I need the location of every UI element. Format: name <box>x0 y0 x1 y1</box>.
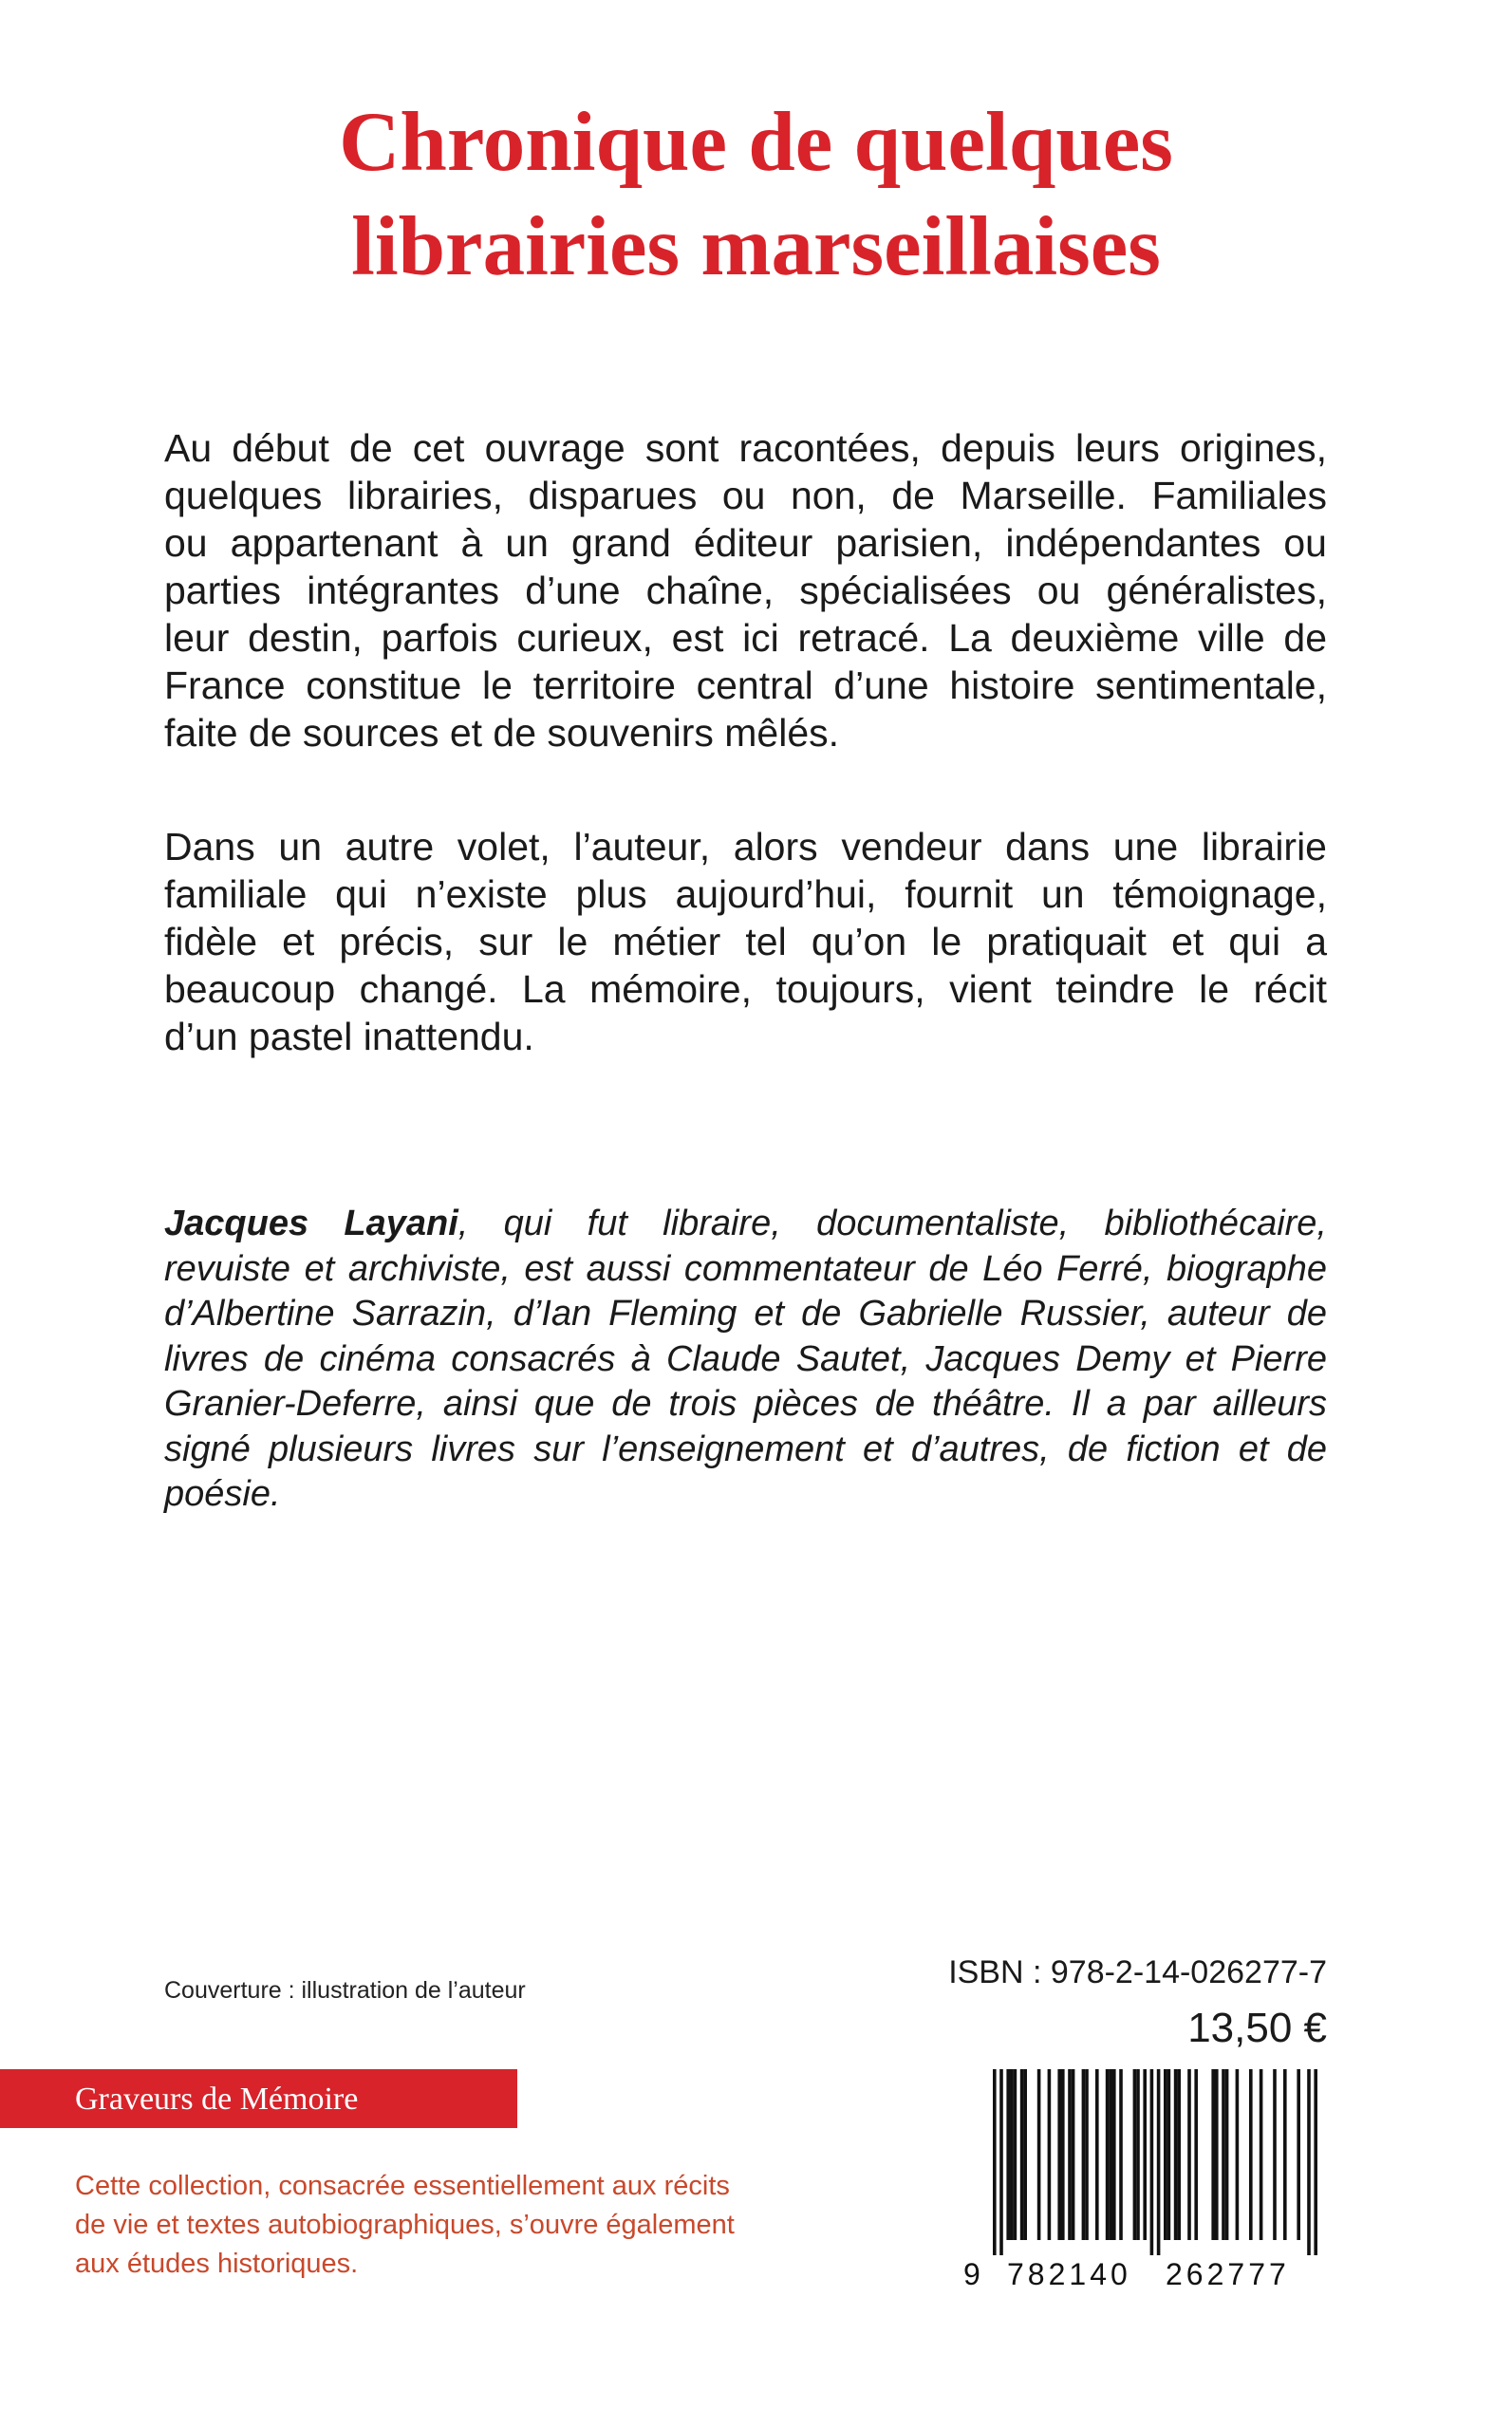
barcode-bar <box>1307 2069 1311 2255</box>
blurb-line: beaucoup changé. La mémoire, toujours, vient teindre le récit <box>164 967 1327 1011</box>
barcode-bar <box>1249 2069 1253 2240</box>
barcode-bar <box>1010 2069 1014 2240</box>
cover-credit: Couverture : illustration de l’auteur <box>164 1977 526 2004</box>
blurb-line: Dans un autre volet, l’auteur, alors vendeur dans une librairie <box>164 825 1327 868</box>
book-title-line-1: Chronique de quelques <box>339 96 1173 189</box>
barcode-bar <box>1085 2069 1089 2240</box>
bio-line: revuiste et archiviste, est aussi commentateur de Léo Ferré, biographe <box>164 1248 1327 1289</box>
barcode-bar <box>1194 2069 1198 2240</box>
barcode-bar <box>1177 2069 1181 2240</box>
barcode-bar <box>1225 2069 1229 2240</box>
barcode-bar <box>1314 2069 1317 2255</box>
barcode-bar <box>1236 2069 1240 2240</box>
barcode-bar <box>1297 2069 1300 2240</box>
barcode-bar <box>1187 2069 1191 2240</box>
barcode-bar <box>1215 2069 1219 2240</box>
barcode-bar <box>1014 2069 1017 2240</box>
blurb-line: fidèle et précis, sur le métier tel qu’on le pratiquait et qui a <box>164 920 1327 963</box>
barcode-bar <box>1167 2069 1171 2240</box>
barcode-bar <box>1095 2069 1099 2240</box>
barcode-right-group: 262777 <box>1166 2257 1290 2291</box>
barcode-bar <box>999 2069 1003 2255</box>
blurb-paragraph-2 <box>164 823 1327 1060</box>
barcode-bar <box>1082 2069 1086 2240</box>
isbn: ISBN : 978-2-14-026277-7 <box>948 1954 1327 1990</box>
barcode-bar <box>1048 2069 1052 2240</box>
barcode-bar <box>1037 2069 1041 2240</box>
collection-description-line: de vie et textes autobiographiques, s’ouvre également <box>75 2210 735 2240</box>
blurb-line: leur destin, parfois curieux, est ici retracé. La deuxième ville de <box>164 616 1327 660</box>
collection-description-line: Cette collection, consacrée essentiellement aux récits <box>75 2171 730 2201</box>
blurb-line: quelques librairies, disparues ou non, de Marseille. Familiales <box>164 474 1327 517</box>
barcode-bar <box>1164 2069 1167 2240</box>
blurb-line: parties intégrantes d’une chaîne, spécialisées ou généralistes, <box>164 569 1327 612</box>
barcode-bar <box>1023 2069 1027 2240</box>
collection-description-line: aux études historiques. <box>75 2249 359 2279</box>
blurb-line: ou appartenant à un grand éditeur parisien, indépendantes ou <box>164 521 1327 565</box>
barcode-bars <box>963 2069 1334 2259</box>
barcode-bar <box>1157 2069 1161 2255</box>
blurb-line: familiale qui n’existe plus aujourd’hui, fournit un témoignage, <box>164 872 1327 916</box>
book-title-line-2: librairies marseillaises <box>351 200 1161 293</box>
author-bio <box>164 1202 1327 1518</box>
barcode-bar <box>1112 2069 1116 2240</box>
barcode-bar <box>1061 2069 1065 2240</box>
bio-line: poésie. <box>164 1474 281 1514</box>
blurb-line: d’un pastel inattendu. <box>164 1015 534 1058</box>
barcode-bar <box>993 2069 997 2255</box>
barcode-bar <box>1006 2069 1010 2240</box>
barcode-first-digit: 9 <box>963 2257 980 2291</box>
barcode-left-group: 782140 <box>1007 2257 1131 2291</box>
barcode-bar <box>1106 2069 1110 2240</box>
barcode-bar <box>1260 2069 1263 2240</box>
bio-line: d’Albertine Sarrazin, d’Ian Fleming et de Gabrielle Russier, auteur de <box>164 1294 1327 1334</box>
book-title <box>0 90 1512 299</box>
barcode <box>963 2069 1334 2291</box>
barcode-bar <box>1283 2069 1287 2240</box>
blurb-line: Au début de cet ouvrage sont racontées, depuis leurs origines, <box>164 426 1327 470</box>
barcode-bar <box>1174 2069 1178 2240</box>
barcode-digits <box>963 2255 1334 2293</box>
collection-banner <box>0 2069 517 2128</box>
bio-line: livres de cinéma consacrés à Claude Sautet, Jacques Demy et Pierre <box>164 1338 1327 1379</box>
barcode-bar <box>1136 2069 1140 2240</box>
barcode-bar <box>1109 2069 1112 2240</box>
barcode-bar <box>1222 2069 1225 2240</box>
bio-line: signé plusieurs livres sur l’enseignement et d’autres, de fiction et de <box>164 1429 1327 1469</box>
barcode-bar <box>1211 2069 1215 2240</box>
barcode-bar <box>1068 2069 1072 2240</box>
barcode-bar <box>1133 2069 1137 2240</box>
barcode-bar <box>1020 2069 1024 2240</box>
blurb-line: France constitue le territoire central d’une histoire sentimentale, <box>164 663 1327 707</box>
bio-line: Granier-Deferre, ainsi que de trois pièces de théâtre. Il a par ailleurs <box>164 1384 1327 1424</box>
barcode-bar <box>1150 2069 1154 2255</box>
blurb-paragraph-1 <box>164 424 1327 756</box>
author-name: Jacques Layani <box>164 1204 458 1243</box>
barcode-bar <box>1119 2069 1123 2240</box>
barcode-bar <box>1273 2069 1277 2240</box>
blurb-line: faite de sources et de souvenirs mêlés. <box>164 711 840 755</box>
collection-name: Graveurs de Mémoire <box>75 2082 359 2117</box>
barcode-bar <box>1143 2069 1147 2240</box>
price: 13,50 € <box>1187 2005 1327 2051</box>
barcode-bar <box>1057 2069 1061 2240</box>
bio-first-line <box>164 1202 1327 1247</box>
barcode-bar <box>1072 2069 1075 2240</box>
collection-description <box>75 2167 777 2284</box>
bio-first-line-rest: , qui fut libraire, documentaliste, bibliothécaire, <box>457 1204 1327 1243</box>
